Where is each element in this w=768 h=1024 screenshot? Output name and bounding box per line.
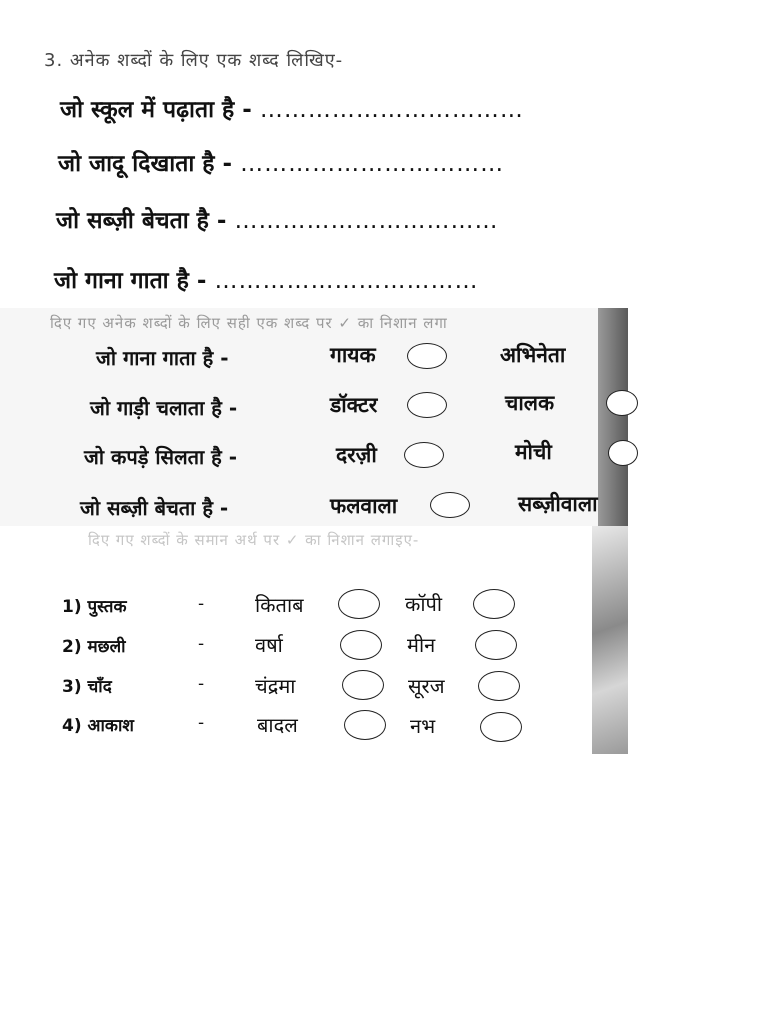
answer-blank[interactable]: …………………………… bbox=[234, 208, 499, 234]
synonym-circle[interactable] bbox=[475, 630, 517, 660]
answer-blank[interactable]: …………………………… bbox=[259, 97, 524, 123]
choice-option-2: सब्ज़ीवाला bbox=[518, 492, 598, 516]
choice-question: जो गाड़ी चलाता है - bbox=[90, 396, 238, 420]
synonym-circle[interactable] bbox=[480, 712, 522, 742]
synonym-word: 2) मछली bbox=[62, 637, 126, 657]
choice-question: जो गाना गाता है - bbox=[96, 346, 229, 370]
synonym-option-1: बादल bbox=[257, 713, 298, 737]
dash: - bbox=[198, 713, 205, 733]
synonym-word: 4) आकाश bbox=[62, 716, 134, 736]
choice-question: जो सब्ज़ी बेचता है - bbox=[80, 496, 229, 520]
synonym-circle[interactable] bbox=[344, 710, 386, 740]
synonym-option-2: नभ bbox=[410, 714, 436, 738]
synonym-option-2: सूरज bbox=[408, 674, 445, 698]
synonym-circle[interactable] bbox=[338, 589, 380, 619]
choice-circle[interactable] bbox=[608, 440, 638, 466]
synonym-section-heading: दिए गए शब्दों के समान अर्थ पर ✓ का निशान लगाइए- bbox=[88, 531, 420, 549]
synonym-option-1: चंद्रमा bbox=[255, 674, 296, 698]
synonym-circle[interactable] bbox=[340, 630, 382, 660]
section3-heading: 3. अनेक शब्दों के लिए एक शब्द लिखिए- bbox=[44, 50, 344, 71]
synonym-option-2: मीन bbox=[407, 633, 436, 657]
dash: - bbox=[198, 634, 205, 654]
choice-circle[interactable] bbox=[606, 390, 638, 416]
question-text: जो सब्ज़ी बेचता है - bbox=[56, 208, 227, 234]
scan-shadow bbox=[598, 308, 628, 526]
synonym-option-1: वर्षा bbox=[255, 633, 283, 657]
choice-option-2: अभिनेता bbox=[500, 343, 566, 367]
scan-shadow bbox=[592, 526, 628, 754]
choice-circle[interactable] bbox=[430, 492, 470, 518]
synonym-circle[interactable] bbox=[478, 671, 520, 701]
answer-blank[interactable]: …………………………… bbox=[240, 151, 505, 177]
synonym-word: 3) चाँद bbox=[62, 677, 112, 697]
choice-option-1: फलवाला bbox=[330, 494, 398, 518]
choice-option-1: गायक bbox=[330, 343, 376, 367]
fill-row bbox=[54, 263, 478, 295]
fill-row bbox=[56, 203, 498, 235]
choice-option-1: डॉक्टर bbox=[330, 393, 378, 417]
choice-option-2: चालक bbox=[505, 391, 555, 415]
choice-circle[interactable] bbox=[407, 392, 447, 418]
synonym-option-1: किताब bbox=[255, 593, 304, 617]
synonym-circle[interactable] bbox=[473, 589, 515, 619]
dash: - bbox=[198, 674, 205, 694]
question-text: जो गाना गाता है - bbox=[54, 268, 207, 294]
choice-question: जो कपड़े सिलता है - bbox=[84, 445, 238, 469]
synonym-option-2: कॉपी bbox=[405, 592, 443, 616]
synonym-circle[interactable] bbox=[342, 670, 384, 700]
choice-option-1: दरज़ी bbox=[336, 443, 377, 467]
synonym-word: 1) पुस्तक bbox=[62, 597, 127, 617]
fill-row bbox=[60, 92, 524, 124]
answer-blank[interactable]: …………………………… bbox=[214, 268, 479, 294]
question-text: जो स्कूल में पढ़ाता है - bbox=[60, 97, 252, 123]
dash: - bbox=[198, 594, 205, 614]
question-text: जो जादू दिखाता है - bbox=[58, 151, 233, 177]
choice-option-2: मोची bbox=[515, 440, 552, 464]
fill-row bbox=[58, 146, 504, 178]
choice-circle[interactable] bbox=[407, 343, 447, 369]
choice-circle[interactable] bbox=[404, 442, 444, 468]
choice-section-heading: दिए गए अनेक शब्दों के लिए सही एक शब्द पर ✓ का निशान लगा bbox=[50, 314, 448, 332]
